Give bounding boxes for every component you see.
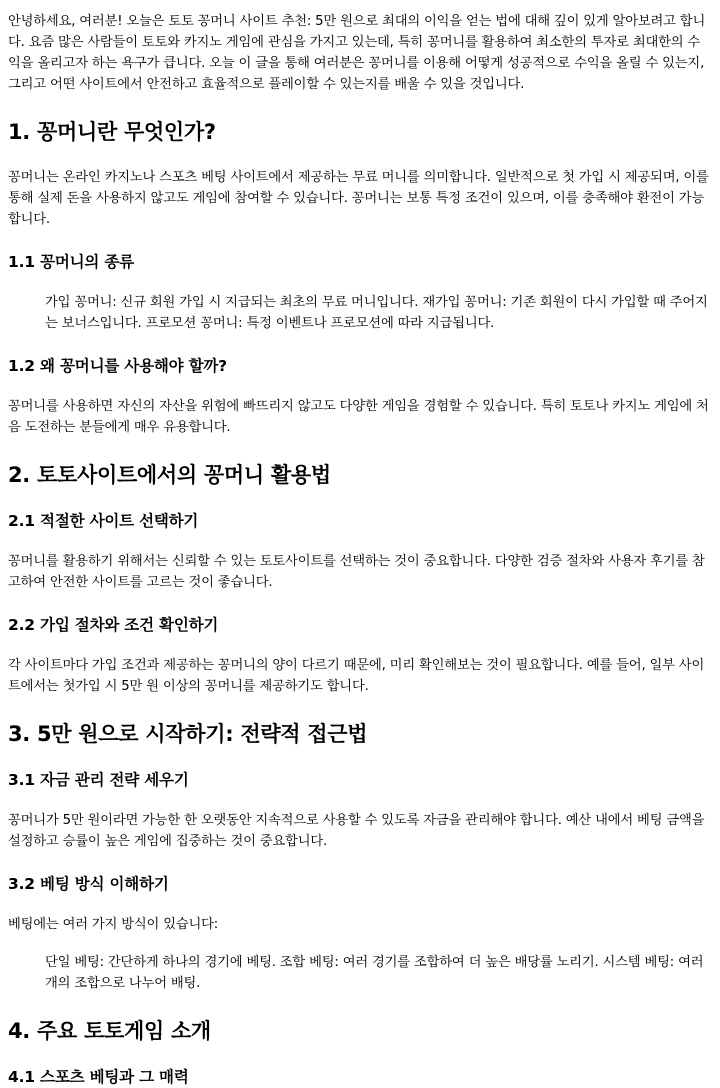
subsection-1-2-heading: 1.2 왜 꽁머니를 사용해야 할까? <box>8 357 227 375</box>
subsection-3-2-quote <box>45 952 712 994</box>
subsection-2-2-paragraph: 각 사이트마다 가입 조건과 제공하는 꽁머니의 양이 다르기 때문에, 미리 확인해보는 것이 필요합니다. 예를 들어, 일부 사이트에서는 첫가입 시 5만 원 이상의 꽁머니를 제공하기도 합니다. <box>8 658 705 694</box>
intro-paragraph: 안녕하세요, 여러분! 오늘은 토토 꽁머니 사이트 추천: 5만 원으로 최대의 이익을 얻는 법에 대해 깊이 있게 알아보려고 합니다. 요즘 많은 사람들이 토토와 카지노 게임에 관심을 가지고 있는데, 특히 꽁머니를 활용하여 최소한의 투자로 최대한의 수익을 올리고자 하는 욕구가 큽니다. 오늘 이 글을 통해 여러분은 꽁머니를 이용해 어떻게 성공적으로 수익을 올릴 수 있는지, 그리고 어떤 사이트에서 안전하고 효율적으로 플레이할 수 있는지를 배울 수 있을 것입니다. <box>8 14 706 92</box>
section-3-heading: 3. 5만 원으로 시작하기: 전략적 접근법 <box>8 722 368 746</box>
subsection-4-1-heading: 4.1 스포츠 베팅과 그 매력 <box>8 1068 189 1086</box>
subsection-2-2-heading: 2.2 가입 절차와 조건 확인하기 <box>8 616 219 634</box>
subsection-3-1-paragraph: 꽁머니가 5만 원이라면 가능한 한 오랫동안 지속적으로 사용할 수 있도록 자금을 관리해야 합니다. 예산 내에서 베팅 금액을 설정하고 승률이 높은 게임에 집중하는 것이 중요합니다. <box>8 813 705 849</box>
subsection-1-1-quote <box>45 292 712 334</box>
section-1-paragraph: 꽁머니는 온라인 카지노나 스포츠 베팅 사이트에서 제공하는 무료 머니를 의미합니다. 일반적으로 첫 가입 시 제공되며, 이를 통해 실제 돈을 사용하지 않고도 게임에 참여할 수 있습니다. 꽁머니는 보통 특정 조건이 있으며, 이를 충족해야 환전이 가능합니다. <box>8 170 709 227</box>
subsection-3-2-paragraph: 베팅에는 여러 가지 방식이 있습니다: <box>8 917 219 932</box>
section-4-heading: 4. 주요 토토게임 소개 <box>8 1019 211 1043</box>
subsection-2-1-heading: 2.1 적절한 사이트 선택하기 <box>8 512 199 530</box>
subsection-3-2-quote-text: 단일 베팅: 간단하게 하나의 경기에 베팅. 조합 베팅: 여러 경기를 조합하여 더 높은 배당률 노리기. 시스템 베팅: 여러 개의 조합으로 나누어 배팅. <box>45 955 704 991</box>
subsection-1-2-paragraph: 꽁머니를 사용하면 자신의 자산을 위험에 빠뜨리지 않고도 다양한 게임을 경험할 수 있습니다. 특히 토토나 카지노 게임에 처음 도전하는 분들에게 매우 유용합니다. <box>8 399 709 435</box>
subsection-3-1-heading: 3.1 자금 관리 전략 세우기 <box>8 771 189 789</box>
subsection-2-1-paragraph: 꽁머니를 활용하기 위해서는 신뢰할 수 있는 토토사이트를 선택하는 것이 중요합니다. 다양한 검증 절차와 사용자 후기를 참고하여 안전한 사이트를 고르는 것이 좋습니다. <box>8 554 705 590</box>
subsection-1-1-heading: 1.1 꽁머니의 종류 <box>8 253 134 271</box>
subsection-1-1-quote-text: 가입 꽁머니: 신규 회원 가입 시 지급되는 최초의 무료 머니입니다. 재가입 꽁머니: 기존 회원이 다시 가입할 때 주어지는 보너스입니다. 프로모션 꽁머니: 특정 이벤트나 프로모션에 따라 지급됩니다. <box>45 295 708 331</box>
section-2-heading: 2. 토토사이트에서의 꽁머니 활용법 <box>8 463 331 487</box>
subsection-3-2-heading: 3.2 베팅 방식 이해하기 <box>8 875 169 893</box>
section-1-heading: 1. 꽁머니란 무엇인가? <box>8 120 216 144</box>
